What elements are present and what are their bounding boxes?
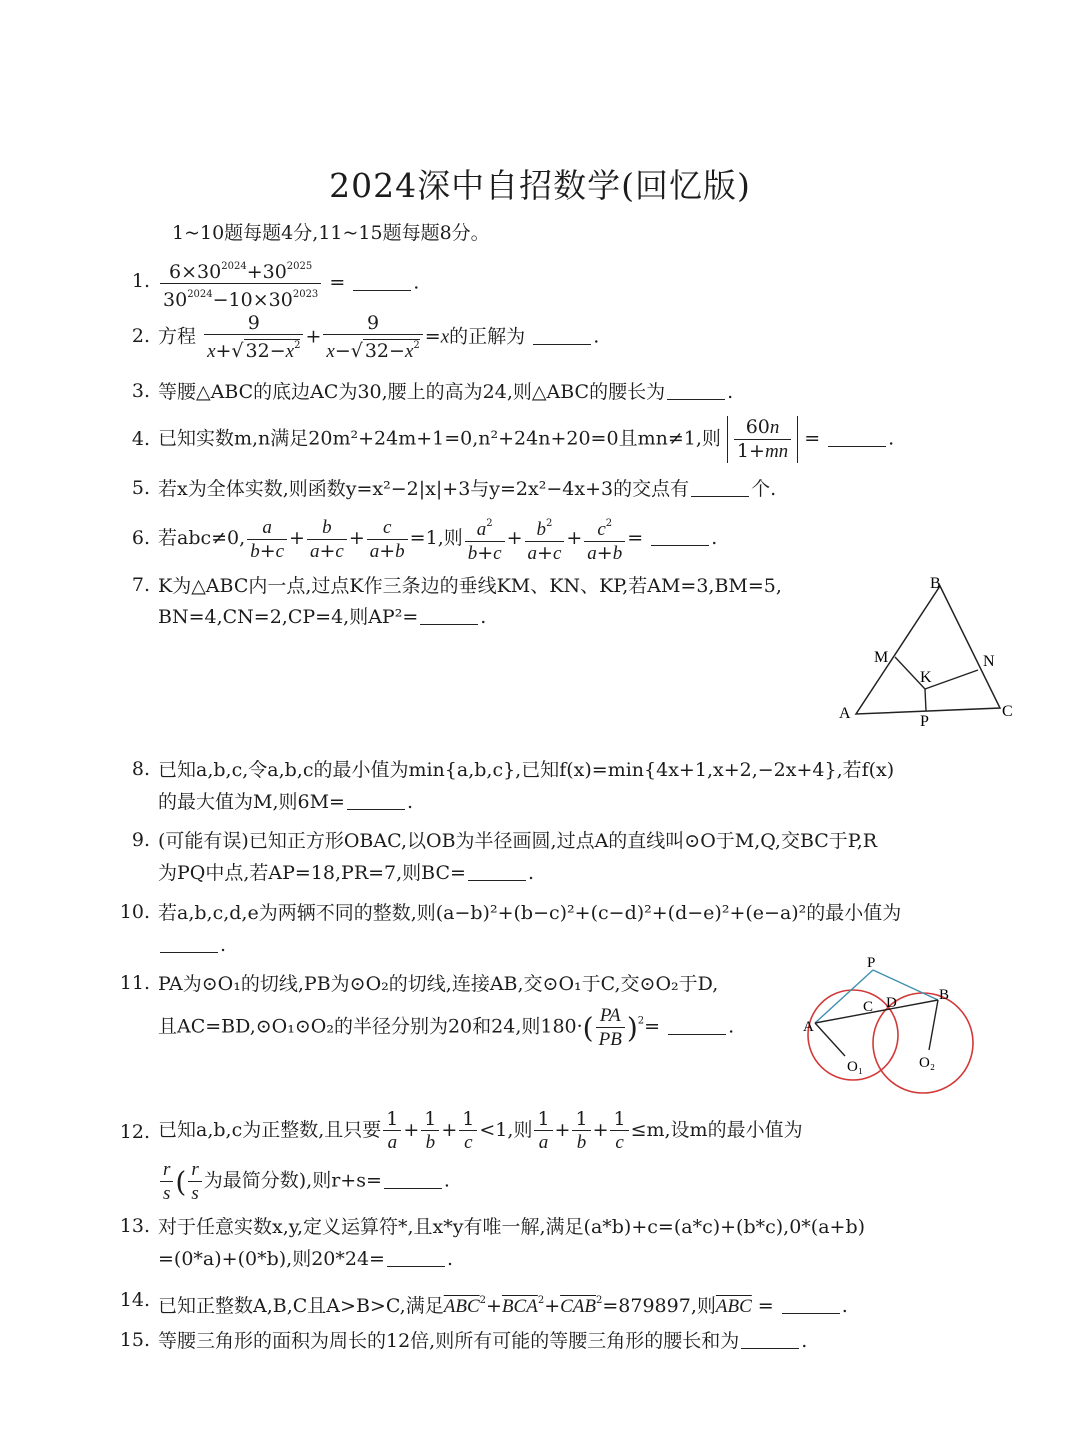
answer-blank[interactable] [353,289,411,291]
question-number: 10. [119,901,150,923]
question-number: 8. [131,758,150,780]
two-circles-figure [795,955,985,1105]
question-text: BN=4,CN=2,CP=4,则AP²= [158,606,419,628]
label-n: N [983,653,995,670]
answer-blank[interactable] [468,879,526,881]
question-text: (可能有误)已知正方形OBAC,以OB为半径画圆,过点A的直线叫⊙O于M,Q,交BC于P,R [158,830,878,852]
question-number: 15. [119,1329,150,1351]
radius-o2b [929,1000,938,1050]
question-number: 4. [131,428,150,450]
answer-blank[interactable] [828,445,886,447]
answer-blank[interactable] [420,623,478,625]
question-text: =(0*a)+(0*b),则20*24= [158,1248,385,1270]
label-p: P [867,955,876,971]
label-m: M [874,649,889,666]
question-number: 2. [131,325,150,347]
scoring-note: 1~10题每题4分,11~15题每题8分。 [172,222,490,244]
perp-kp [925,689,926,711]
tangent-pa [815,970,873,1023]
question-number: 12. [119,1121,150,1143]
question-text: 为最简分数),则r+s= [203,1169,382,1192]
question-text: 若abc≠0, [158,527,246,549]
answer-blank[interactable] [651,544,709,546]
question-text: K为△ABC内一点,过点K作三条边的垂线KM、KN、KP,若AM=3,BM=5, [158,575,782,597]
question-text: 已知a,b,c为正整数,且只要 [158,1119,382,1141]
question-text: 已知正整数A,B,C且A>B>C,满足 [158,1295,444,1317]
answer-blank[interactable] [387,1265,445,1267]
question-text: 等腰三角形的面积为周长的12倍,则所有可能的等腰三角形的腰长和为 [158,1330,740,1352]
answer-blank[interactable] [384,1187,442,1189]
label-b: B [930,575,941,592]
answer-blank[interactable] [533,343,591,345]
question-number: 14. [119,1289,150,1311]
question-number: 1. [131,270,150,292]
label-o1: O₁ [847,1059,864,1075]
perp-kn [925,670,978,689]
label-c: C [1002,703,1013,720]
label-b: B [939,987,950,1003]
triangle-figure [830,568,1030,738]
answer-blank[interactable] [668,1033,726,1035]
question-number: 9. [131,829,150,851]
answer-blank[interactable] [667,398,725,400]
answer-blank[interactable] [347,808,405,810]
question-text: 若x为全体实数,则函数y=x²−2|x|+3与y=2x²−4x+3的交点有 [158,478,690,500]
label-o2: O₂ [919,1055,936,1071]
question-number: 11. [119,972,150,994]
question-number: 5. [131,477,150,499]
radius-o1a [815,1023,845,1056]
label-k: K [920,669,932,686]
page-title: 2024深中自招数学(回忆版) [329,166,751,205]
question-text: 已知a,b,c,令a,b,c的最小值为min{a,b,c},已知f(x)=min{4x+1,x+2,−2x+4},若f(x) [158,759,895,781]
segment-ab [815,1000,938,1023]
answer-blank[interactable] [160,951,218,953]
question-text: 等腰△ABC的底边AC为30,腰上的高为24,则△ABC的腰长为 [158,381,666,403]
question-text: 且AC=BD,⊙O₁⊙O₂的半径分别为20和24,则180· [158,1015,583,1038]
question-text: PA为⊙O₁的切线,PB为⊙O₂的切线,连接AB,交⊙O₁于C,交⊙O₂于D, [158,973,719,995]
question-text: 若a,b,c,d,e为两辆不同的整数,则(a−b)²+(b−c)²+(c−d)²+(d−e)²+(e−a)²的最小值为 [158,902,902,924]
question-number: 7. [131,574,150,596]
question-number: 3. [131,380,150,402]
label-a: A [803,1019,814,1035]
label-c: C [863,999,874,1015]
answer-blank[interactable] [741,1347,799,1349]
question-text: 对于任意实数x,y,定义运算符*,且x*y有唯一解,满足(a*b)+c=(a*c)+(b*c),0*(a+b) [158,1216,866,1238]
question-1-formula: $\frac{6\times 30^{2024}+30^{2025}}{30^{2024}-10\times 30^{2023}}$ = . [158,256,419,311]
question-number: 13. [119,1215,150,1237]
answer-blank[interactable] [691,495,749,497]
question-text: 的最大值为M,则6M= [158,791,345,813]
label-p: P [920,713,929,730]
label-a: A [839,705,851,722]
question-text: 已知实数m,n满足20m²+24m+1=0,n²+24n+20=0且mn≠1,则 [158,427,721,450]
answer-blank[interactable] [782,1312,840,1314]
question-2-formula: 方程 $\frac{9}{x+√ 32-x^2}$ + $\frac{9}{x-√ 32-x^2}$ =x的正解为 . [158,312,600,362]
question-number: 6. [131,527,150,549]
label-d: D [886,995,897,1011]
question-text: 为PQ中点,若AP=18,PR=7,则BC= [158,862,466,884]
